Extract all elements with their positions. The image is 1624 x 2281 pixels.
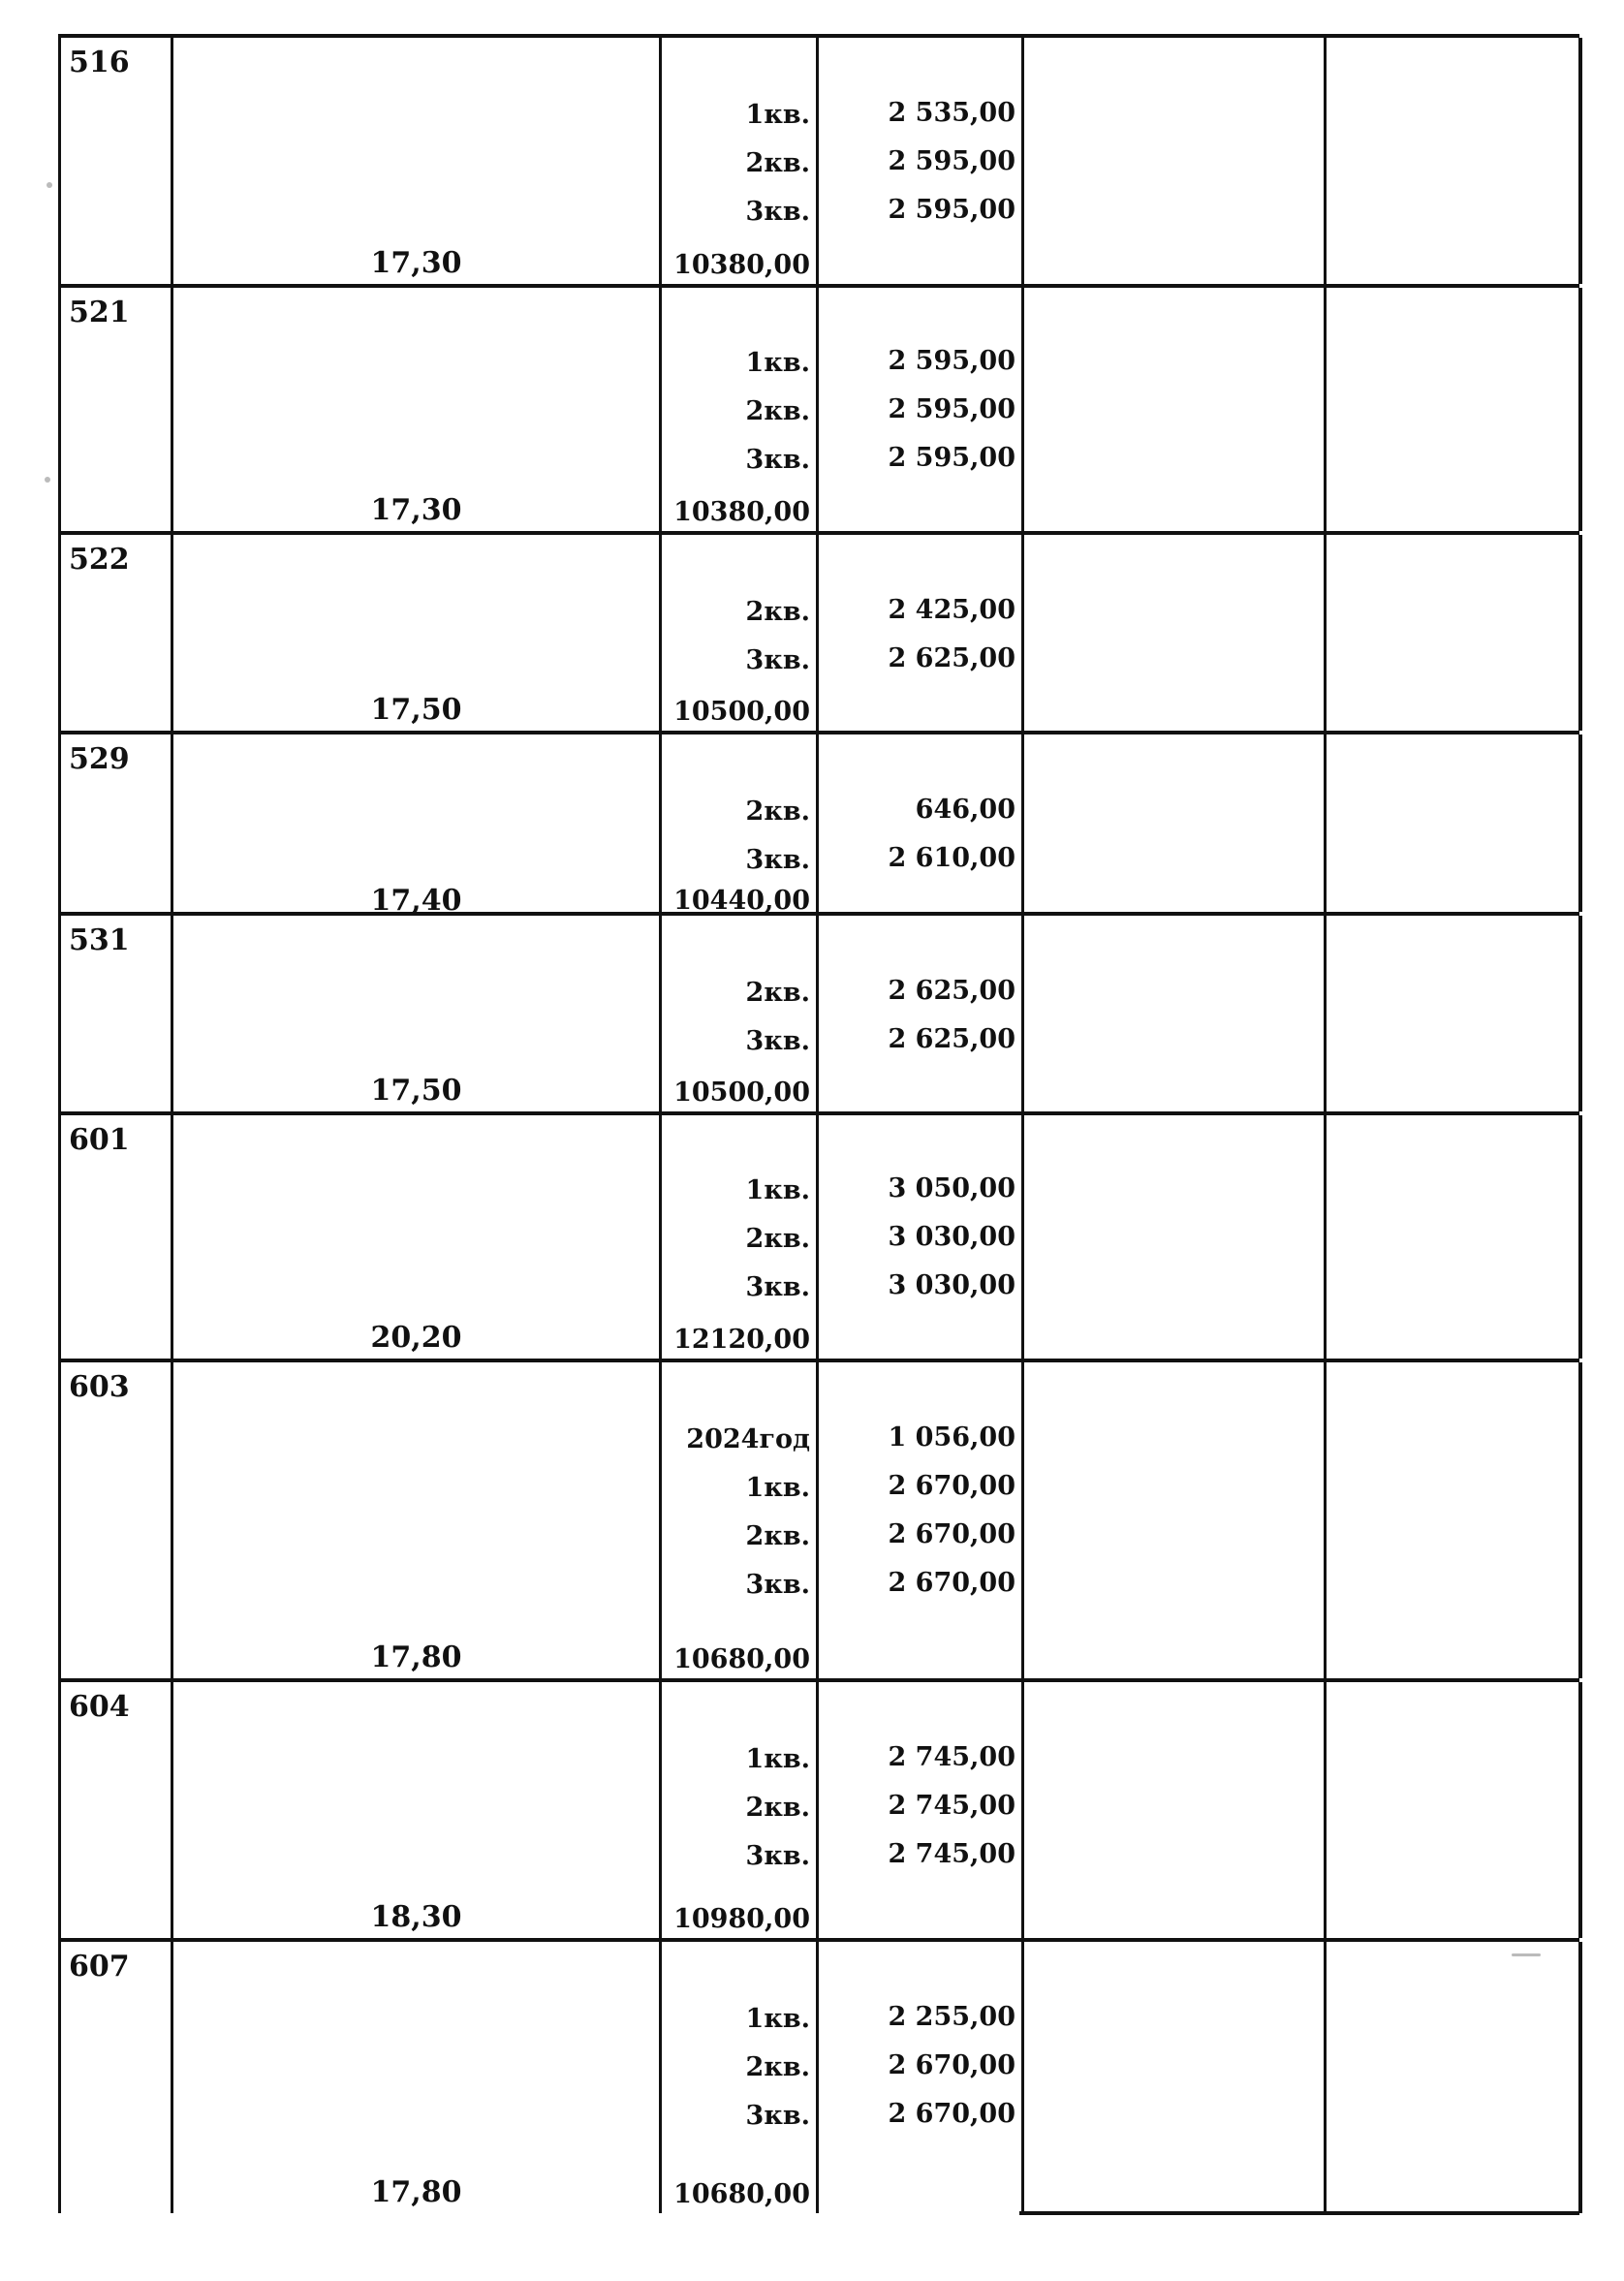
period-label: 2кв.	[745, 2052, 810, 2082]
period-label: 2кв.	[745, 797, 810, 827]
period-label: 3кв.	[745, 1026, 810, 1056]
room-number: 531	[69, 923, 130, 957]
row-total: 10380,00	[673, 497, 810, 527]
empty-cell	[1327, 1115, 1582, 1359]
amount-cell	[819, 916, 1024, 1111]
period-label: 1кв.	[745, 1473, 810, 1503]
period-label: 3кв.	[745, 845, 810, 875]
area-value: 17,30	[370, 246, 462, 280]
area-cell	[173, 288, 662, 531]
amount-value: 2 535,00	[888, 98, 1015, 128]
room-number-cell	[61, 1682, 173, 1938]
period-label: 1кв.	[745, 100, 810, 130]
area-cell	[173, 1115, 662, 1359]
amount-value: 1 056,00	[888, 1422, 1015, 1453]
empty-cell	[1024, 1682, 1327, 1938]
period-cell	[662, 1115, 819, 1359]
period-cell	[662, 1362, 819, 1678]
empty-cell	[1327, 288, 1582, 531]
row-total: 12120,00	[673, 1325, 810, 1355]
amount-value: 2 670,00	[888, 1519, 1015, 1549]
row-total: 10680,00	[673, 2179, 810, 2209]
amount-cell	[819, 38, 1024, 284]
area-cell	[173, 734, 662, 918]
period-label: 3кв.	[745, 645, 810, 675]
amount-value: 2 745,00	[888, 1742, 1015, 1772]
area-value: 20,20	[370, 1321, 462, 1355]
amount-value: 2 595,00	[888, 346, 1015, 376]
table-row	[58, 531, 1579, 731]
amount-cell	[819, 1115, 1024, 1359]
table-row	[58, 1111, 1579, 1359]
empty-cell	[1024, 535, 1327, 731]
empty-cell	[1024, 1115, 1327, 1359]
period-label: 3кв.	[745, 1272, 810, 1302]
room-number-cell	[61, 916, 173, 1111]
row-total: 10680,00	[673, 1644, 810, 1674]
empty-cell	[1327, 916, 1582, 1111]
amount-value: 2 625,00	[888, 976, 1015, 1006]
period-cell	[662, 535, 819, 731]
room-number-cell	[61, 1115, 173, 1359]
area-cell	[173, 38, 662, 284]
room-number-cell	[61, 1942, 173, 2213]
period-label: 2кв.	[745, 597, 810, 627]
period-label: 2кв.	[745, 1521, 810, 1551]
amount-value: 3 030,00	[888, 1270, 1015, 1300]
row-total: 10440,00	[673, 886, 810, 916]
amount-value: 2 255,00	[888, 2002, 1015, 2032]
empty-cell	[1327, 1942, 1582, 2213]
table-row	[58, 912, 1579, 1111]
table-row	[58, 731, 1579, 918]
empty-cell	[1327, 1362, 1582, 1678]
period-cell	[662, 38, 819, 284]
amount-value: 2 595,00	[888, 195, 1015, 225]
empty-cell	[1024, 734, 1327, 912]
amount-value: 2 745,00	[888, 1791, 1015, 1821]
amount-value: 2 670,00	[888, 2099, 1015, 2129]
room-number-cell	[61, 288, 173, 531]
area-value: 17,40	[370, 884, 462, 918]
period-label: 2кв.	[745, 978, 810, 1008]
period-cell	[662, 288, 819, 531]
area-cell	[173, 535, 662, 731]
area-value: 17,80	[370, 1640, 462, 1674]
amount-value: 2 745,00	[888, 1839, 1015, 1869]
amount-cell	[819, 1362, 1024, 1678]
amount-cell	[819, 535, 1024, 731]
scan-speck	[47, 182, 52, 188]
row-total: 10500,00	[673, 1078, 810, 1108]
period-label: 2кв.	[745, 396, 810, 426]
empty-cell	[1024, 288, 1327, 531]
amount-value: 2 670,00	[888, 2050, 1015, 2080]
amount-value: 2 425,00	[888, 595, 1015, 625]
period-label: 3кв.	[745, 445, 810, 475]
empty-cell	[1024, 1362, 1327, 1678]
room-number: 604	[69, 1690, 130, 1724]
table-row	[58, 1359, 1579, 1678]
empty-cell	[1327, 734, 1582, 912]
room-number-cell	[61, 1362, 173, 1678]
scan-speck	[1512, 1953, 1541, 1956]
amount-value: 2 595,00	[888, 443, 1015, 473]
scan-speck	[45, 477, 50, 483]
amount-value: 2 595,00	[888, 146, 1015, 176]
period-cell	[662, 1682, 819, 1938]
room-number: 607	[69, 1950, 130, 1984]
period-label: 3кв.	[745, 2101, 810, 2131]
period-label: 1кв.	[745, 1744, 810, 1774]
room-number: 603	[69, 1370, 130, 1404]
row-total: 10500,00	[673, 697, 810, 727]
period-label: 2024год	[686, 1424, 810, 1454]
amount-cell	[819, 1942, 1024, 2213]
area-value: 17,80	[370, 2175, 462, 2209]
area-cell	[173, 1682, 662, 1938]
area-value: 17,50	[370, 1074, 462, 1108]
period-label: 3кв.	[745, 197, 810, 227]
amount-value: 2 595,00	[888, 394, 1015, 424]
row-total: 10980,00	[673, 1904, 810, 1934]
period-cell	[662, 1942, 819, 2213]
empty-cell	[1024, 38, 1327, 284]
empty-cell	[1327, 535, 1582, 731]
amount-value: 2 610,00	[888, 843, 1015, 873]
room-number-cell	[61, 535, 173, 731]
period-cell	[662, 734, 819, 916]
room-number: 529	[69, 742, 130, 776]
empty-cell	[1024, 1942, 1327, 2213]
period-label: 2кв.	[745, 1224, 810, 1254]
area-value: 18,30	[370, 1900, 462, 1934]
table-bottom-border	[1019, 2211, 1579, 2215]
room-number: 601	[69, 1123, 130, 1157]
amount-value: 2 625,00	[888, 1024, 1015, 1054]
room-number: 516	[69, 46, 130, 79]
period-label: 1кв.	[745, 348, 810, 378]
amount-value: 2 670,00	[888, 1471, 1015, 1501]
amount-cell	[819, 288, 1024, 531]
area-value: 17,50	[370, 693, 462, 727]
period-cell	[662, 916, 819, 1111]
table-row	[58, 34, 1579, 284]
table-row	[58, 284, 1579, 531]
area-cell	[173, 1362, 662, 1678]
area-value: 17,30	[370, 493, 462, 527]
empty-cell	[1327, 1682, 1582, 1938]
amount-value: 2 670,00	[888, 1568, 1015, 1598]
period-label: 2кв.	[745, 148, 810, 178]
area-cell	[173, 916, 662, 1111]
area-cell	[173, 1942, 662, 2213]
table-row	[58, 1938, 1579, 2213]
room-number: 521	[69, 296, 130, 329]
amount-value: 2 625,00	[888, 643, 1015, 673]
amount-value: 3 030,00	[888, 1222, 1015, 1252]
amount-value: 3 050,00	[888, 1173, 1015, 1203]
amount-cell	[819, 734, 1024, 912]
empty-cell	[1024, 916, 1327, 1111]
amount-cell	[819, 1682, 1024, 1938]
room-number-cell	[61, 734, 173, 912]
table-row	[58, 1678, 1579, 1938]
empty-cell	[1327, 38, 1582, 284]
room-number-cell	[61, 38, 173, 284]
amount-value: 646,00	[915, 795, 1015, 825]
room-number: 522	[69, 543, 130, 577]
period-label: 3кв.	[745, 1570, 810, 1600]
period-label: 2кв.	[745, 1793, 810, 1823]
period-label: 1кв.	[745, 1175, 810, 1205]
period-label: 1кв.	[745, 2004, 810, 2034]
row-total: 10380,00	[673, 250, 810, 280]
period-label: 3кв.	[745, 1841, 810, 1871]
